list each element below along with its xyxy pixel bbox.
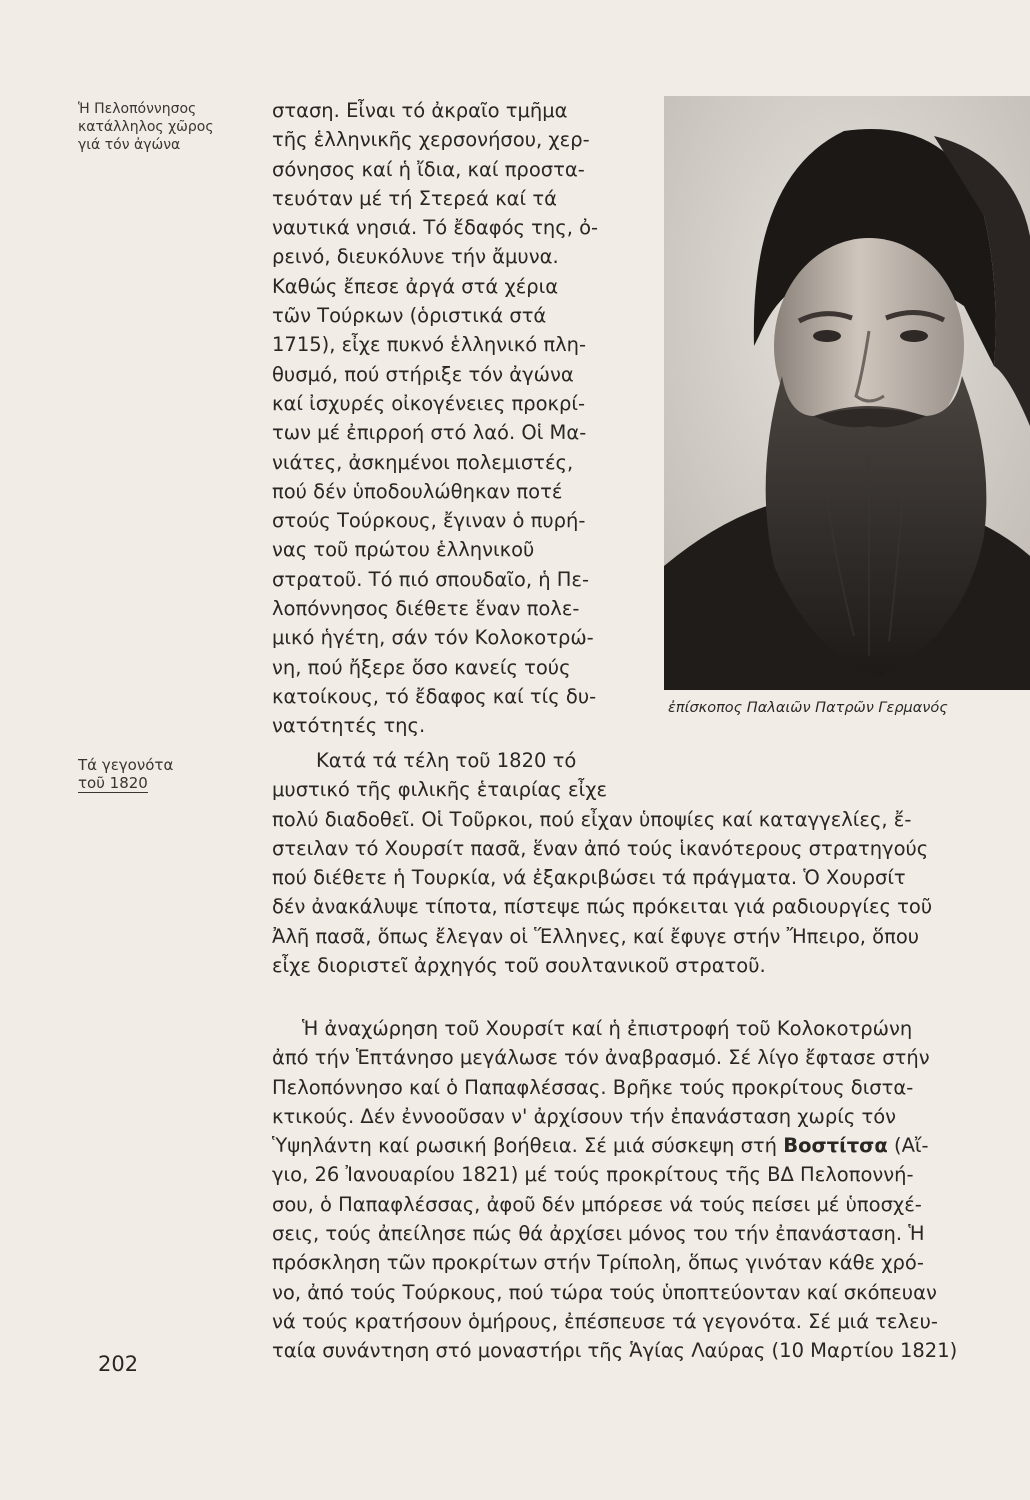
text-line: ταία συνάντηση στό μοναστήρι τῆς Ἁγίας Λαύρας (10 Μαρτίου 1821) [272,1339,958,1363]
text-line: πρόσκληση τῶν προκρίτων στήν Τρίπολη, ὅπως γινόταν κάθε χρό- [272,1251,924,1275]
text-line: εἶχε διοριστεῖ ἀρχηγός τοῦ σουλτανικοῦ στρατοῦ. [272,954,766,978]
text-line: κατοίκους, τό ἔδαφος καί τίς δυ- [272,684,597,708]
text-line: σόνησος καί ἡ ἴδια, καί προστα- [272,157,585,181]
text-line: καί ἰσχυρές οἰκογένειες προκρί- [272,391,586,415]
text-line [272,1131,1020,1160]
text-line: πού διέθετε ἡ Τουρκία, νά ἐξακριβώσει τά πράγματα. Ὁ Χουρσίτ [272,866,906,890]
text-line: τευόταν μέ τή Στερεά καί τά [272,186,557,210]
text-fragment: Ὑψηλάντη καί ρωσική βοήθεια. Σέ μιά σύσκεψη στή [272,1134,778,1158]
margin-note-line: γιά τόν ἀγώνα [78,137,181,153]
text-line: Ἀλῆ πασᾶ, ὅπως ἔλεγαν οἱ Ἕλληνες, καί ἔφυγε στήν Ἤπειρο, ὅπου [272,924,920,948]
portrait-caption: ἐπίσκοπος Παλαιῶν Πατρῶν Γερμανός [668,700,948,716]
text-line: Καθώς ἔπεσε ἀργά στά χέρια [272,274,559,298]
text-line: στούς Τούρκους, ἔγιναν ὁ πυρή- [272,509,586,533]
column-text [272,96,648,741]
text-line: πολύ διαδοθεῖ. Οἱ Τοῦρκοι, πού εἶχαν ὑποψίες καί καταγγελίες, ἔ- [272,807,912,831]
text-line: νο, ἀπό τούς Τούρκους, πού τώρα τούς ὑποπτεύονταν καί σκόπευαν [272,1280,937,1304]
margin-note-line: Ἡ Πελοπόννησος [78,101,197,117]
page-number: 202 [98,1352,139,1376]
paragraph-events-1820 [272,746,1020,980]
text-line: σταση. Εἶναι τό ἀκραῖο τμῆμα [272,99,568,122]
margin-note-line: κατάλληλος χῶρος [78,119,214,135]
margin-note-peloponnese [78,100,248,154]
text-line: νά τούς κρατήσουν ὁμήρους, ἐπέσπευσε τά γεγονότα. Σέ μιά τελευ- [272,1309,938,1333]
text-line: νη, πού ἤξερε ὅσο κανείς τούς [272,655,571,679]
text-line: τῶν Τούρκων (ὁριστικά στά [272,304,547,328]
text-line: νας τοῦ πρώτου ἑλληνικοῦ [272,538,535,562]
text-line: ἀπό τήν Ἑπτάνησο μεγάλωσε τόν ἀναβρασμό. Σέ λίγο ἔφτασε στήν [272,1046,930,1070]
text-line: στρατοῦ. Τό πιό σπουδαῖο, ἡ Πε- [272,567,590,591]
portrait-photo [664,96,1030,690]
text-line: μικό ἡγέτη, σάν τόν Κολοκοτρώ- [272,626,594,650]
text-line: κτικούς. Δέν ἐννοοῦσαν ν' ἀρχίσουν τήν ἐπανάσταση χωρίς τόν [272,1104,897,1128]
text-line: σου, ὁ Παπαφλέσσας, ἀφοῦ δέν μπόρεσε νά τούς πείσει μέ ὑποσχέ- [272,1192,922,1216]
text-line: ρεινό, διευκόλυνε τήν ἄμυνα. [272,245,559,269]
text-line: λοπόννησος διέθετε ἕναν πολε- [272,597,580,621]
text-line: Πελοπόννησο καί ὁ Παπαφλέσσας. Βρῆκε τούς προκρίτους διστα- [272,1075,914,1099]
text-fragment: (Αἴ- [893,1134,929,1158]
text-line: 1715), εἶχε πυκνό ἑλληνικό πλη- [272,333,587,357]
text-line: νιάτες, ἀσκημένοι πολεμιστές, [272,450,574,474]
text-line: Κατά τά τέλη τοῦ 1820 τό [316,749,577,772]
text-line: γιο, 26 Ἰανουαρίου 1821) μέ τούς προκρίτους τῆς ΒΔ Πελοποννή- [272,1163,914,1187]
paragraph-departure-khursit [272,1014,1020,1366]
text-line: ναυτικά νησιά. Τό ἔδαφός της, ὀ- [272,216,599,240]
text-line: θυσμό, πού στήριξε τόν ἀγώνα [272,362,574,386]
text-line: στειλαν τό Χουρσίτ πασᾶ, ἕναν ἀπό τούς ἱκανότερους στρατηγούς [272,836,929,860]
text-line: τῆς ἑλληνικῆς χερσονήσου, χερ- [272,128,590,152]
text-line: πού δέν ὑποδουλώθηκαν ποτέ [272,479,563,503]
margin-note-line: Τά γεγονότα [78,756,174,774]
place-name-vostitsa: Βοστίτσα [783,1134,888,1158]
text-line: δέν ἀνακάλυψε τίποτα, πίστεψε πώς πρόκειται γιά ραδιουργίες τοῦ [272,895,933,919]
text-line: νατότητές της. [272,714,426,738]
margin-note-line: τοῦ 1820 [78,774,148,792]
text-line: των μέ ἐπιρροή στό λαό. Οἱ Μα- [272,421,587,445]
margin-note-events-1820 [78,756,248,793]
portrait-image [664,96,1030,690]
text-line: σεις, τούς ἀπείλησε πώς θά ἀρχίσει μόνος του τήν ἐπανάσταση. Ἡ [272,1222,925,1246]
text-line: μυστικό τῆς φιλικῆς ἑταιρίας εἶχε [272,778,607,802]
text-line: Ἡ ἀναχώρηση τοῦ Χουρσίτ καί ἡ ἐπιστροφή τοῦ Κολοκοτρώνη [302,1017,913,1040]
